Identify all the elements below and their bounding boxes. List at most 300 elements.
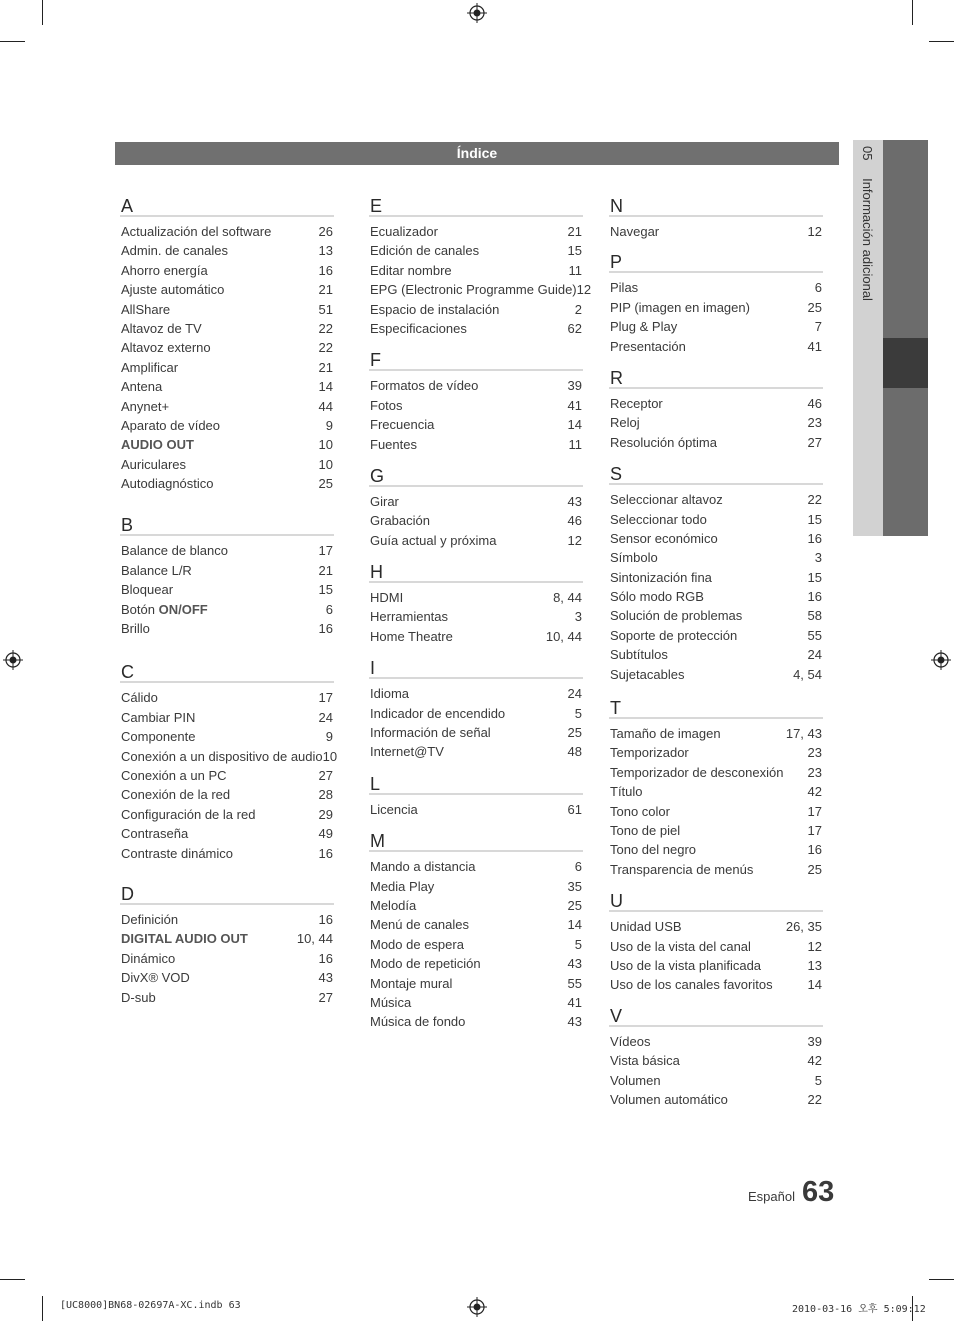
entry-term: Fotos xyxy=(370,397,403,413)
entry-page: 41 xyxy=(567,397,582,413)
entry-term: Modo de espera xyxy=(370,936,464,952)
print-slug-file: [UC8000]BN68-02697A-XC.indb 63 xyxy=(60,1300,241,1311)
index-column-2 xyxy=(369,195,592,1032)
section-letter: L xyxy=(369,773,583,795)
entry-page: 21 xyxy=(567,224,582,239)
entry-page: 15 xyxy=(318,582,333,598)
entry-term: Guía actual y próxima xyxy=(370,532,497,548)
entry-page: 14 xyxy=(567,917,582,933)
index-entry xyxy=(609,394,823,413)
index-section xyxy=(369,830,583,1032)
entry-list xyxy=(120,536,334,638)
entry-page: 12 xyxy=(807,938,822,954)
entry-term: Tamaño de imagen xyxy=(610,726,721,742)
index-entry xyxy=(369,896,583,915)
index-entry xyxy=(609,317,823,336)
entry-page: 17, 43 xyxy=(785,726,822,742)
entry-page: 3 xyxy=(574,609,582,625)
entry-page: 9 xyxy=(325,417,333,433)
entry-term: Sólo modo RGB xyxy=(610,589,704,605)
entry-term: Balance de blanco xyxy=(121,543,228,559)
entry-page: 23 xyxy=(807,764,822,780)
entry-page: 25 xyxy=(318,476,333,492)
index-entry xyxy=(609,975,823,994)
entry-term: Aparato de vídeo xyxy=(121,417,221,433)
index-entry xyxy=(369,974,583,993)
entry-list xyxy=(120,217,334,493)
index-entry xyxy=(609,763,823,782)
entry-list xyxy=(120,905,334,1007)
index-entry xyxy=(120,824,334,843)
index-section xyxy=(609,463,823,684)
entry-term: Volumen automático xyxy=(610,1091,728,1107)
index-entry xyxy=(369,857,583,876)
entry-term: Resolución óptima xyxy=(610,434,717,450)
index-entry xyxy=(609,587,823,606)
entry-page: 24 xyxy=(318,709,333,725)
entry-term: Bloquear xyxy=(121,582,174,598)
entry-term: Título xyxy=(610,784,643,800)
entry-term: Unidad USB xyxy=(610,919,682,935)
index-entry xyxy=(609,413,823,432)
entry-page: 26, 35 xyxy=(785,919,822,935)
entry-term: Presentación xyxy=(610,338,686,354)
index-section xyxy=(369,195,592,338)
entry-page: 55 xyxy=(567,975,582,991)
entry-page: 29 xyxy=(318,806,333,822)
index-entry xyxy=(120,300,334,319)
index-entry xyxy=(369,222,583,241)
crop-mark xyxy=(42,1296,43,1321)
entry-page: 10, 44 xyxy=(545,628,582,644)
section-letter: B xyxy=(120,514,334,536)
index-entry xyxy=(369,877,583,896)
index-entry xyxy=(120,416,334,435)
index-entry xyxy=(120,785,334,804)
index-section xyxy=(609,1005,823,1110)
entry-term: Internet@TV xyxy=(370,744,444,760)
entry-term: Uso de la vista del canal xyxy=(610,938,751,954)
entry-term: Altavoz de TV xyxy=(121,320,202,336)
entry-term: AUDIO OUT xyxy=(121,437,194,453)
entry-term: Indicador de encendido xyxy=(370,705,506,721)
entry-page: 58 xyxy=(807,608,822,624)
entry-page: 22 xyxy=(318,320,333,336)
index-entry xyxy=(120,844,334,863)
index-entry xyxy=(609,606,823,625)
entry-term: Conexión a un dispositivo de audio xyxy=(121,748,323,764)
entry-term: Editar nombre xyxy=(370,262,452,278)
entry-page: 26 xyxy=(318,224,333,239)
index-entry xyxy=(369,800,583,819)
index-entry xyxy=(369,319,583,338)
index-entry xyxy=(609,860,823,879)
index-section xyxy=(369,349,583,454)
entry-term: Símbolo xyxy=(610,550,658,566)
index-entry xyxy=(369,915,583,934)
index-entry xyxy=(120,580,334,599)
entry-page: 25 xyxy=(807,861,822,877)
index-entry xyxy=(609,626,823,645)
entry-page: 14 xyxy=(807,977,822,993)
entry-term: Tono del negro xyxy=(610,842,697,858)
index-entry xyxy=(369,723,583,742)
index-column-1 xyxy=(120,195,338,1007)
entry-page: 21 xyxy=(318,282,333,298)
entry-page: 27 xyxy=(318,767,333,783)
crop-mark xyxy=(929,41,954,42)
crop-mark xyxy=(912,0,913,25)
index-entry xyxy=(609,529,823,548)
entry-page: 16 xyxy=(807,589,822,605)
index-section xyxy=(369,465,583,550)
registration-mark-icon xyxy=(3,650,23,670)
section-letter: V xyxy=(609,1005,823,1027)
entry-page: 6 xyxy=(325,601,333,617)
entry-term: Pilas xyxy=(610,280,639,296)
entry-page: 42 xyxy=(807,784,822,800)
section-letter: G xyxy=(369,465,583,487)
index-entry xyxy=(120,910,334,929)
entry-page: 16 xyxy=(318,950,333,966)
entry-list xyxy=(369,679,583,762)
section-letter: R xyxy=(609,367,823,389)
registration-mark-icon xyxy=(467,1297,487,1317)
entry-term: Media Play xyxy=(370,878,435,894)
index-entry xyxy=(609,433,823,452)
entry-page: 5 xyxy=(574,936,582,952)
entry-term: Brillo xyxy=(121,621,150,637)
section-letter: E xyxy=(369,195,583,217)
index-entry xyxy=(120,988,334,1007)
entry-page: 17 xyxy=(318,690,333,706)
entry-page: 13 xyxy=(318,243,333,259)
entry-page: 41 xyxy=(807,338,822,354)
index-entry xyxy=(609,568,823,587)
index-entry xyxy=(609,645,823,664)
index-entry xyxy=(120,688,334,707)
index-entry xyxy=(369,935,583,954)
index-entry xyxy=(120,708,334,727)
entry-term: Sintonización fina xyxy=(610,569,712,585)
index-entry xyxy=(369,684,583,703)
entry-term: Idioma xyxy=(370,686,410,702)
index-entry xyxy=(609,782,823,801)
entry-term: Temporizador de desconexión xyxy=(610,764,784,780)
index-entry xyxy=(120,241,334,260)
index-section xyxy=(369,773,583,819)
entry-list xyxy=(369,487,583,550)
entry-term: Actualización del software xyxy=(121,224,272,239)
index-entry xyxy=(609,278,823,297)
index-entry xyxy=(609,917,823,936)
index-entry xyxy=(120,968,334,987)
entry-term: Ecualizador xyxy=(370,224,438,239)
entry-list xyxy=(609,1027,823,1110)
entry-term: DIGITAL AUDIO OUT xyxy=(121,931,248,947)
entry-term: Amplificar xyxy=(121,359,179,375)
entry-list xyxy=(369,371,583,454)
entry-page: 17 xyxy=(807,822,822,838)
entry-page: 13 xyxy=(807,957,822,973)
section-letter: D xyxy=(120,883,334,905)
index-entry xyxy=(369,415,583,434)
index-entry xyxy=(609,821,823,840)
index-entry xyxy=(120,397,334,416)
entry-page: 42 xyxy=(807,1053,822,1069)
entry-term: Fuentes xyxy=(370,436,417,452)
index-entry xyxy=(120,727,334,746)
entry-page: 12 xyxy=(567,532,582,548)
index-entry xyxy=(369,511,583,530)
entry-page: 16 xyxy=(318,262,333,278)
entry-page: 35 xyxy=(567,878,582,894)
index-column-3 xyxy=(609,195,823,1109)
entry-page: 9 xyxy=(325,729,333,745)
section-letter: P xyxy=(609,251,823,273)
entry-term: Música xyxy=(370,994,412,1010)
entry-page: 14 xyxy=(318,379,333,395)
entry-page: 23 xyxy=(807,415,822,431)
entry-term: Contraste dinámico xyxy=(121,845,233,861)
section-letter: A xyxy=(120,195,334,217)
index-entry xyxy=(120,766,334,785)
entry-term: Subtítulos xyxy=(610,647,668,663)
entry-term: DivX® VOD xyxy=(121,970,190,986)
index-entry xyxy=(369,241,583,260)
section-letter: T xyxy=(609,697,823,719)
index-entry xyxy=(120,280,334,299)
index-entry xyxy=(609,724,823,743)
crop-mark xyxy=(0,1279,25,1280)
entry-term: Vídeos xyxy=(610,1033,651,1049)
entry-page: 46 xyxy=(567,513,582,529)
entry-term: Contraseña xyxy=(121,826,189,842)
entry-term: Soporte de protección xyxy=(610,627,738,643)
entry-term: Cambiar PIN xyxy=(121,709,196,725)
entry-page: 21 xyxy=(318,359,333,375)
entry-page: 15 xyxy=(567,243,582,259)
entry-term: Volumen xyxy=(610,1072,661,1088)
section-letter: M xyxy=(369,830,583,852)
index-section xyxy=(609,367,823,452)
entry-page: 6 xyxy=(814,280,822,296)
entry-term: Uso de la vista planificada xyxy=(610,957,762,973)
index-entry xyxy=(609,222,823,241)
entry-term: PIP (imagen en imagen) xyxy=(610,299,750,315)
index-section xyxy=(120,195,334,493)
entry-page: 17 xyxy=(807,803,822,819)
entry-page: 12 xyxy=(576,282,592,298)
index-entry xyxy=(120,358,334,377)
entry-page: 15 xyxy=(807,511,822,527)
entry-page: 28 xyxy=(318,787,333,803)
entry-page: 4, 54 xyxy=(793,666,822,682)
entry-term: Ajuste automático xyxy=(121,282,225,298)
section-letter: S xyxy=(609,463,823,485)
index-entry xyxy=(369,954,583,973)
entry-term: Auriculares xyxy=(121,456,187,472)
entry-term-bold: ON/OFF xyxy=(158,601,208,617)
entry-page: 46 xyxy=(807,395,822,411)
index-section xyxy=(609,195,823,241)
index-entry xyxy=(369,492,583,511)
crop-mark xyxy=(0,41,25,42)
entry-term: Grabación xyxy=(370,513,430,529)
entry-list xyxy=(609,389,823,452)
index-entry xyxy=(120,319,334,338)
index-entry xyxy=(120,561,334,580)
index-section xyxy=(609,890,823,995)
entry-list xyxy=(609,912,823,995)
entry-term: Frecuencia xyxy=(370,417,435,433)
index-entry xyxy=(369,1012,583,1031)
entry-list xyxy=(369,583,583,646)
entry-term: Configuración de la red xyxy=(121,806,256,822)
entry-term: Conexión de la red xyxy=(121,787,231,803)
entry-page: 39 xyxy=(567,378,582,394)
index-entry xyxy=(369,588,583,607)
index-entry xyxy=(120,949,334,968)
entry-list xyxy=(369,217,592,338)
index-entry xyxy=(369,435,583,454)
entry-page: 21 xyxy=(318,562,333,578)
print-slug-date: 2010-03-16 오후 5:09:12 xyxy=(792,1304,926,1315)
entry-term: Dinámico xyxy=(121,950,176,966)
index-entry xyxy=(609,1090,823,1109)
entry-term: Reloj xyxy=(610,415,640,431)
entry-page: 22 xyxy=(807,492,822,508)
entry-term: Sujetacables xyxy=(610,666,685,682)
chapter-title: Información adicional xyxy=(860,178,875,301)
index-entry xyxy=(369,742,583,761)
entry-term: Seleccionar todo xyxy=(610,511,707,527)
entry-term: Home Theatre xyxy=(370,628,453,644)
section-letter: F xyxy=(369,349,583,371)
entry-term: Especificaciones xyxy=(370,320,467,336)
entry-term xyxy=(121,600,208,619)
entry-list xyxy=(609,273,823,356)
entry-page: 43 xyxy=(318,970,333,986)
index-entry xyxy=(609,665,823,684)
entry-page: 17 xyxy=(318,543,333,559)
section-letter: H xyxy=(369,561,583,583)
entry-page: 10 xyxy=(318,437,333,453)
entry-page: 5 xyxy=(574,705,582,721)
index-entry xyxy=(120,435,334,454)
entry-term: Componente xyxy=(121,729,196,745)
index-entry xyxy=(609,510,823,529)
entry-page: 43 xyxy=(567,1014,582,1030)
entry-page: 2 xyxy=(574,301,582,317)
entry-page: 5 xyxy=(814,1072,822,1088)
index-entry xyxy=(120,222,334,241)
index-entry xyxy=(120,338,334,357)
entry-term: Tono de piel xyxy=(610,822,681,838)
entry-term: Melodía xyxy=(370,897,417,913)
index-entry xyxy=(609,1071,823,1090)
section-letter: C xyxy=(120,661,334,683)
registration-mark-icon xyxy=(467,3,487,23)
entry-page: 51 xyxy=(318,301,333,317)
index-entry xyxy=(609,337,823,356)
index-entry xyxy=(120,541,334,560)
entry-page: 43 xyxy=(567,956,582,972)
entry-term: AllShare xyxy=(121,301,171,317)
entry-term: Modo de repetición xyxy=(370,956,481,972)
entry-term: D-sub xyxy=(121,989,156,1005)
entry-page: 10, 44 xyxy=(296,931,333,947)
entry-page: 16 xyxy=(807,530,822,546)
entry-list xyxy=(369,852,583,1032)
entry-term: Girar xyxy=(370,493,399,509)
entry-term: Uso de los canales favoritos xyxy=(610,977,773,993)
entry-term: Edición de canales xyxy=(370,243,480,259)
entry-page: 22 xyxy=(807,1091,822,1107)
entry-page: 11 xyxy=(568,436,582,452)
index-entry xyxy=(120,474,334,493)
entry-list xyxy=(369,795,583,819)
entry-term: Ahorro energía xyxy=(121,262,208,278)
index-section xyxy=(369,561,583,646)
index-entry xyxy=(609,840,823,859)
entry-term: Seleccionar altavoz xyxy=(610,492,723,508)
index-entry xyxy=(369,531,583,550)
entry-list xyxy=(609,217,823,241)
entry-page: 16 xyxy=(318,845,333,861)
entry-page: 14 xyxy=(567,417,582,433)
index-entry xyxy=(369,396,583,415)
entry-term: Mando a distancia xyxy=(370,859,476,875)
entry-page: 6 xyxy=(574,859,582,875)
index-entry xyxy=(369,300,583,319)
entry-list xyxy=(609,485,823,684)
index-entry xyxy=(120,377,334,396)
index-entry xyxy=(369,376,583,395)
entry-term: Cálido xyxy=(121,690,158,706)
entry-page: 62 xyxy=(567,320,582,336)
entry-page: 3 xyxy=(814,550,822,566)
entry-term: Autodiagnóstico xyxy=(121,476,214,492)
entry-page: 12 xyxy=(807,224,822,239)
entry-page: 27 xyxy=(318,989,333,1005)
index-section xyxy=(120,661,338,863)
side-tab-marker xyxy=(883,338,928,388)
entry-page: 16 xyxy=(807,842,822,858)
index-entry xyxy=(120,619,334,638)
index-entry xyxy=(609,802,823,821)
entry-term: Solución de problemas xyxy=(610,608,743,624)
index-section xyxy=(120,883,334,1007)
entry-page: 44 xyxy=(318,398,333,414)
entry-page: 15 xyxy=(807,569,822,585)
entry-term: Definición xyxy=(121,911,179,927)
entry-term: Temporizador xyxy=(610,745,689,761)
index-entry xyxy=(120,455,334,474)
index-entry xyxy=(120,929,334,948)
entry-page: 25 xyxy=(567,897,582,913)
crop-mark xyxy=(42,0,43,25)
entry-term: Formatos de vídeo xyxy=(370,378,479,394)
entry-page: 16 xyxy=(318,621,333,637)
index-entry xyxy=(609,298,823,317)
entry-term: Herramientas xyxy=(370,609,449,625)
index-entry xyxy=(120,261,334,280)
entry-page: 25 xyxy=(567,725,582,741)
side-tab-label xyxy=(860,146,875,301)
index-entry xyxy=(609,1032,823,1051)
entry-page: 61 xyxy=(567,801,582,817)
